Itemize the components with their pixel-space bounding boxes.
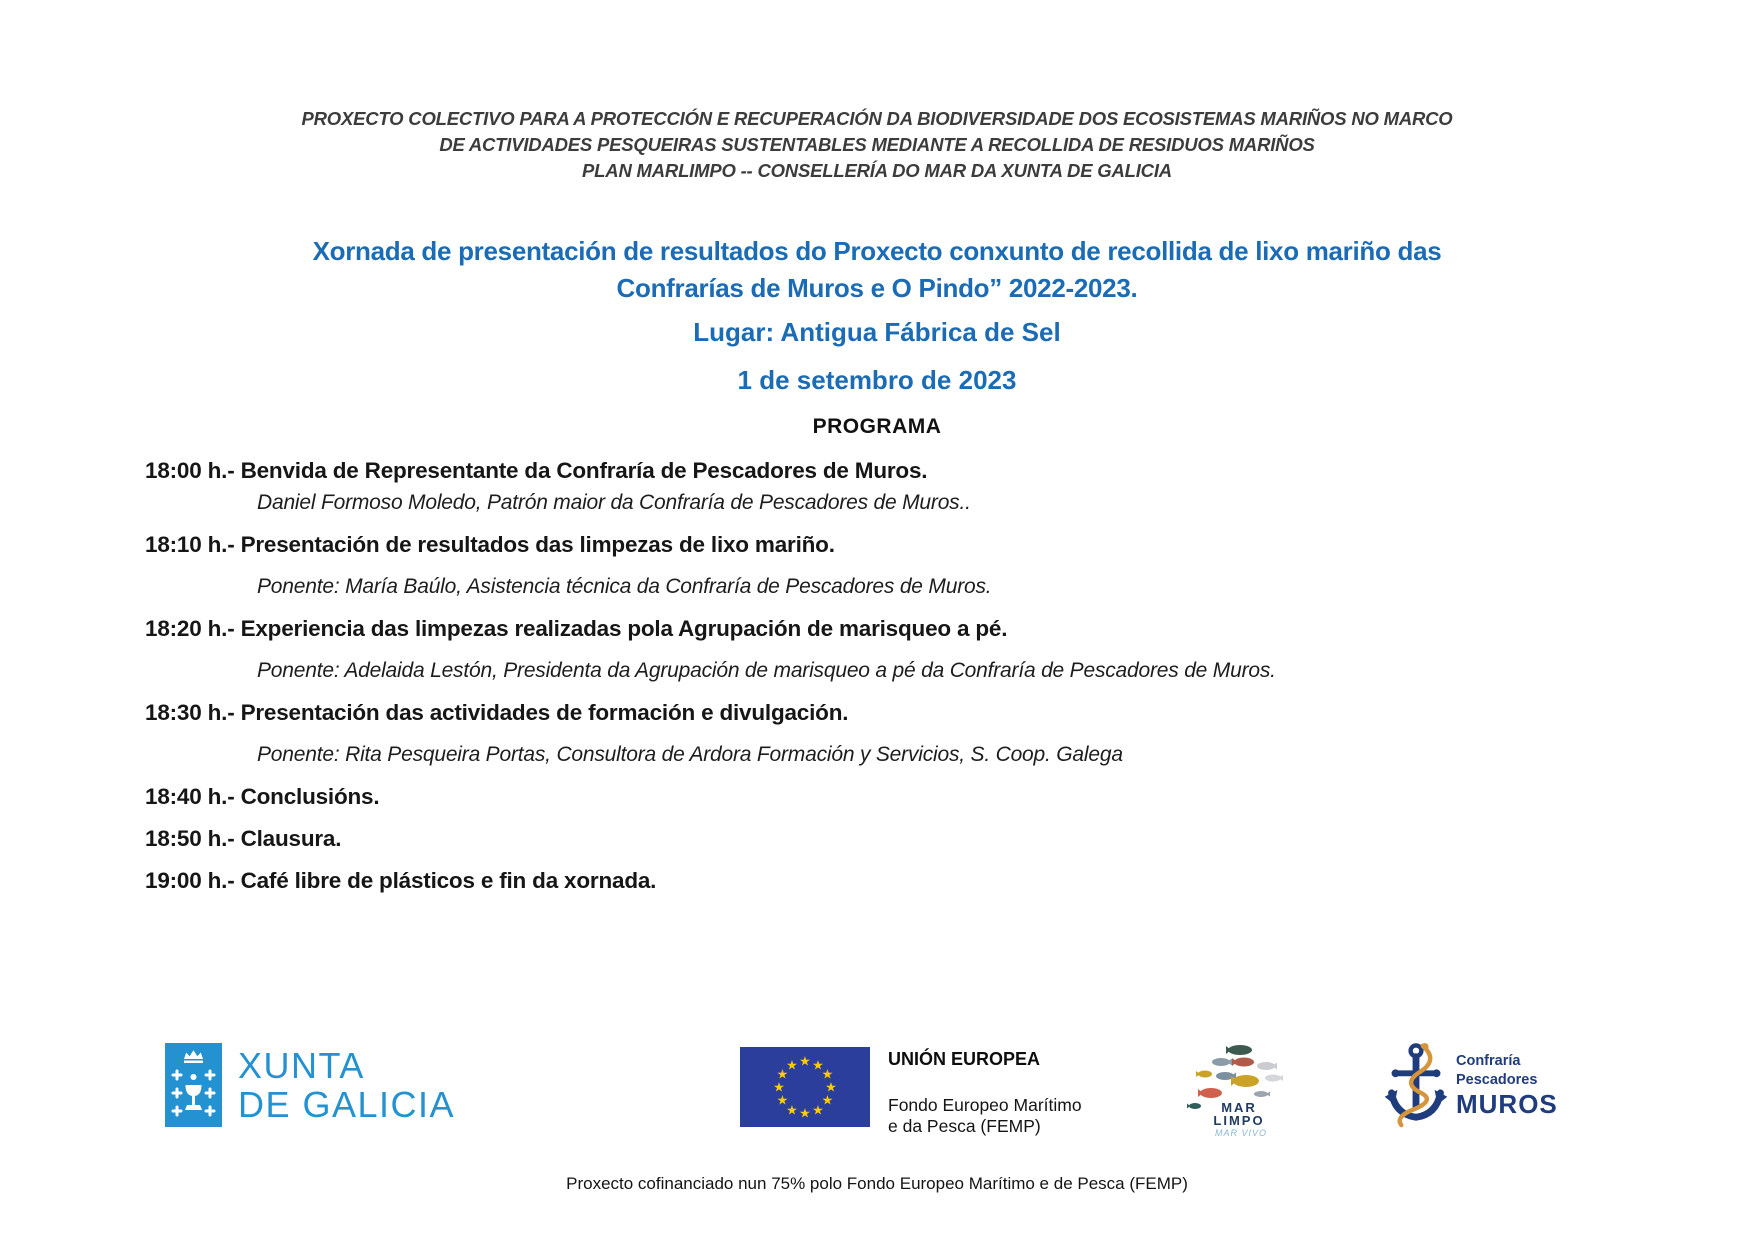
svg-text:LIMPO: LIMPO [1213,1113,1265,1128]
program-item [145,698,1684,769]
program-item-time: 19:00 h.- [145,868,235,893]
eu-title: UNIÓN EUROPEA [888,1049,1041,1069]
program-item-time: 18:50 h.- [145,826,235,851]
program-item-speaker: Daniel Formoso Moledo, Patrón maior da Confraría de Pescadores de Muros.. [257,491,971,514]
program-item [145,530,1684,601]
program-item-text: Café libre de plásticos e fin da xornada. [240,868,657,893]
eu-logo-text [888,1047,1082,1137]
program-item-title [145,530,1684,559]
muros-text-line3: MUROS [1456,1089,1558,1119]
program-item-title [145,456,1684,485]
program-item-speaker: Ponente: Rita Pesqueira Portas, Consultora de Ardora Formación y Servicios, S. Coop. Galega [257,743,1123,766]
program-item [145,824,1684,853]
event-date: 1 de setembro de 2023 [737,365,1017,395]
xunta-de-galicia-logo [165,1043,455,1127]
program-item-text: Clausura. [240,826,342,851]
program-list [145,456,1684,908]
program-item [145,866,1684,895]
muros-text-line1: Confraría [1456,1053,1521,1069]
program-item [145,782,1684,811]
project-header-line3: PLAN MARLIMPO -- CONSELLERÍA DO MAR DA XUNTA DE GALICIA [582,160,1172,181]
project-header-line1: PROXECTO COLECTIVO PARA A PROTECCIÓN E RECUPERACIÓN DA BIODIVERSIDADE DOS ECOSISTEMAS MARIÑOS NO MARCO [301,108,1453,129]
program-item-time: 18:10 h.- [145,532,235,557]
svg-text:MAR: MAR [1221,1100,1257,1115]
program-item-title [145,698,1684,727]
eu-logo [740,1047,1082,1137]
event-title-line1: Xornada de presentación de resultados do Proxecto conxunto de recollida de lixo mariño das [312,236,1442,266]
program-item-title [145,866,1684,895]
anchor-icon [1380,1042,1452,1130]
program-item-text: Presentación das actividades de formación e divulgación. [240,700,849,725]
event-title [60,233,1694,307]
program-item-title [145,614,1684,643]
program-item-text: Benvida de Representante da Confraría de Pescadores de Muros. [240,458,928,483]
eu-flag-icon [740,1047,870,1127]
mar-limpo-fish-icon [1183,1038,1295,1138]
program-item [145,456,1684,517]
muros-logo [1380,1042,1558,1130]
program-item-time: 18:40 h.- [145,784,235,809]
program-item-title [145,824,1684,853]
eu-subtitle-line1: Fondo Europeo Marítimo [888,1095,1082,1115]
muros-text-line2: Pescadores [1456,1072,1538,1088]
program-item-speaker: Ponente: María Baúlo, Asistencia técnica da Confraría de Pescadores de Muros. [257,575,992,598]
program-item [145,614,1684,685]
program-item-time: 18:00 h.- [145,458,235,483]
program-item-speaker: Ponente: Adelaida Lestón, Presidenta da Agrupación de marisqueo a pé da Confraría de Pescadores de Muros. [257,659,1276,682]
svg-text:MAR VIVO: MAR VIVO [1214,1128,1268,1138]
cofinancing-note: Proxecto cofinanciado nun 75% polo Fondo Europeo Marítimo e de Pesca (FEMP) [566,1174,1188,1193]
xunta-text-line1: XUNTA [238,1045,365,1086]
project-header [0,106,1754,184]
xunta-logo-text [238,1046,455,1124]
program-item-text: Conclusións. [240,784,380,809]
program-item-text: Experiencia das limpezas realizadas pola Agrupación de marisqueo a pé. [240,616,1008,641]
program-heading: PROGRAMA [812,415,942,438]
eu-subtitle [888,1095,1082,1137]
event-title-line2: Confrarías de Muros e O Pindo” 2022-2023. [616,273,1138,303]
muros-logo-text [1456,1052,1558,1118]
mar-limpo-logo [1183,1038,1295,1138]
program-item-text: Presentación de resultados das limpezas de lixo mariño. [240,532,835,557]
program-item-title [145,782,1684,811]
eu-subtitle-line2: e da Pesca (FEMP) [888,1116,1041,1136]
xunta-text-line2: DE GALICIA [238,1084,456,1125]
project-header-line2: DE ACTIVIDADES PESQUEIRAS SUSTENTABLES MEDIANTE A RECOLLIDA DE RESIDUOS MARIÑOS [439,134,1315,155]
program-item-time: 18:30 h.- [145,700,235,725]
event-venue: Lugar: Antigua Fábrica de Sel [693,317,1061,347]
xunta-emblem-icon [165,1043,222,1127]
program-item-time: 18:20 h.- [145,616,235,641]
